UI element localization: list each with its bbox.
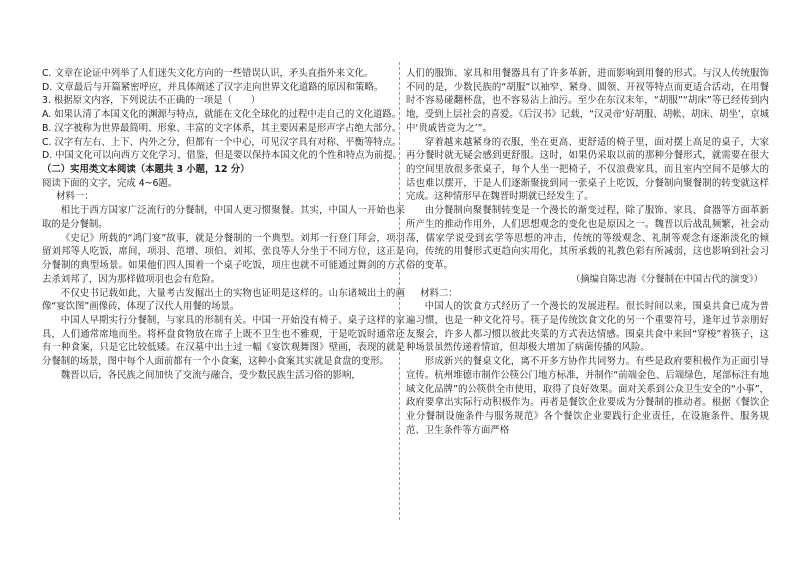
option-d-previous: D. 文章最后与开篇紧密呼应，并具体阐述了汉字走向世界文化道路的原因和策略。 (42, 81, 384, 93)
paragraph: 中国人早期实行分餐制，与家具的形制有关。中国一开始没有椅子、桌子这样的家具，人们通常席地而坐。将杯盘食物放在席子上既不卫生也不雅观，于是吃饭时通常还有一种食案，只是它比较低矮。在汉墓中出土过一幅《宴饮观舞图》壁画，表现的就是分餐制的场景，图中每个人面前都有一个小食案，这种小食案其实就是食盘的变形。 (42, 314, 405, 368)
right-column (406, 67, 769, 437)
column-divider (399, 62, 400, 520)
option-c-previous: C. 文章在论证中列举了人们迷失文化方向的一些错误认识，矛头直指外来文化。 (42, 68, 374, 79)
option-c: C. 汉字有左右、上下、内外之分，但都有一个中心，可见汉字具有对称、平衡等特点。 (42, 136, 402, 148)
paragraph: 不仅史书记载如此，大量考古发掘出土的实物也证明是这样的。山东诸城出土的画像“宴饮图”画像砖，体现了汉代人用餐的场景。 (42, 287, 405, 313)
paragraph: 穿着越来越紧身的衣服，坐在更高、更舒适的椅子里，面对摆上高足的桌子，大家再分餐时就无疑会感到更舒服。这时，如果仍采取以前的那种分餐形式，就需要在很大的空间里放很多张桌子，每个人坐一把椅子，不仅浪费家具，而且室内空间不是够大的话也难以摆开，于是人们逐渐聚拢到同一张桌子上吃饭，分餐制向聚餐制的转变就这样完成。这种情形早在魏晋时期就已经发生了。 (406, 136, 769, 203)
option-b: B. 汉字被称为世界最简明、形象、丰富的文字体系，其主要因素是形声字占绝大部分。 (42, 122, 402, 134)
question-3: 3. 根据原文内容，下列说法不正确的一项是（ ） (42, 95, 261, 107)
section-title: （二）实用类文本阅读（本题共 3 小题，12 分） (42, 164, 250, 176)
paragraph: 人们的服饰、家具和用餐器具有了许多革新，进而影响到用餐的形式。与汉人传统服饰不同的是，少数民族的“胡服”以袖窄、紧身、圆领、开衩等特点而更适合活动，在用餐时不容易碰翻杯盘，也不容易沾上油污。至少在东汉末年，“胡服”“胡床”等已经传到内地，受到上层社会的喜爱。《后汉书》记载，“汉灵帝‘好胡服、胡帐、胡床、胡坐’，京城中‘贵戚皆竞为之’”。 (406, 68, 769, 134)
paragraph: 中国人的饮食方式经历了一个漫长的发展进程。很长时间以来，围桌共食已成为普遍习惯，也是一种文化符号。筷子是传统饮食文化的另一个重要符号，逢年过节亲朋好友聚会，许多人都习惯以彼此夹菜的方式表达情感。围桌共食中来回“穿梭”着筷子，这种场景虽然传递着情谊，但却极大增加了病菌传播的风险。 (406, 301, 769, 354)
material-1-label: 材料一： (56, 191, 94, 203)
option-d: D. 中国文化可以向西方文化学习、借鉴，但是要以保持本国文化的个性和特点为前提。 (42, 150, 403, 162)
paragraph: 由分餐制向聚餐制转变是一个漫长的渐变过程，除了服饰、家具、食器等方面革新所产生的推动作用外，人们思想观念的变化也是原因之一。魏晋以后战乱频繁，社会动荡，儒家学说受到玄学等思想的冲击，传统的等级观念、礼制等观念有逐渐淡化的倾向，传统的用餐形式更趋向实用化，其所承载的礼教色彩有所减弱，这也影响到社会习俗的变革。 (406, 205, 769, 272)
paragraph: 魏晋以后，各民族之间加快了交流与融合，受少数民族生活习俗的影响， (60, 369, 361, 381)
paragraph: 《史记》所载的“鸿门宴”故事，就是分餐制的一个典型。刘邦一行登门拜会，项羽留刘邦等人吃饭，席间，项羽、范增、项伯、刘邦、张良等人分坐于不同方位，这正是分餐制的典型场景。如果他们四人围着一个桌子吃饭，项庄也就不可能通过舞剑的方式去杀刘邦了，因为那样做项羽也会有危险。 (42, 232, 405, 285)
paragraph: 形成新兴的餐桌文化，离不开多方协作共同努力。有些是政府要积极作为正面引导宣传。杭州堆德市制作公筷公门地方标准，并制作“前端金色、后端绿色，尾部标注有地域文化品牌”的公筷供全市使用，取得了良好效果。面对关系到公众卫生安全的“小事”，政府要拿出实际行动积极作为。再者是餐饮企业要成为分餐制的推动者。根据《餐饮企业分餐制设施条件与服务规范》各个餐饮企业要践行企业责任，在设施条件、服务规范、卫生条件等方面严格 (406, 356, 769, 436)
left-column (42, 67, 405, 383)
reading-instruction: 阅读下面的文字，完成 4~6题。 (42, 177, 178, 189)
option-a: A. 如果认清了本国文化的渊源与特点，就能在文化全球化的过程中走自己的文化道路。 (42, 109, 402, 121)
source-citation: （摘编自陈忠海《分餐制在中国古代的演变》） (570, 273, 763, 285)
material-2-label: 材料二： (420, 287, 458, 299)
paragraph: 相比于西方国家广泛流行的分餐制，中国人更习惯聚餐。其实，中国人一开始也采取的是分餐制。 (42, 205, 405, 230)
